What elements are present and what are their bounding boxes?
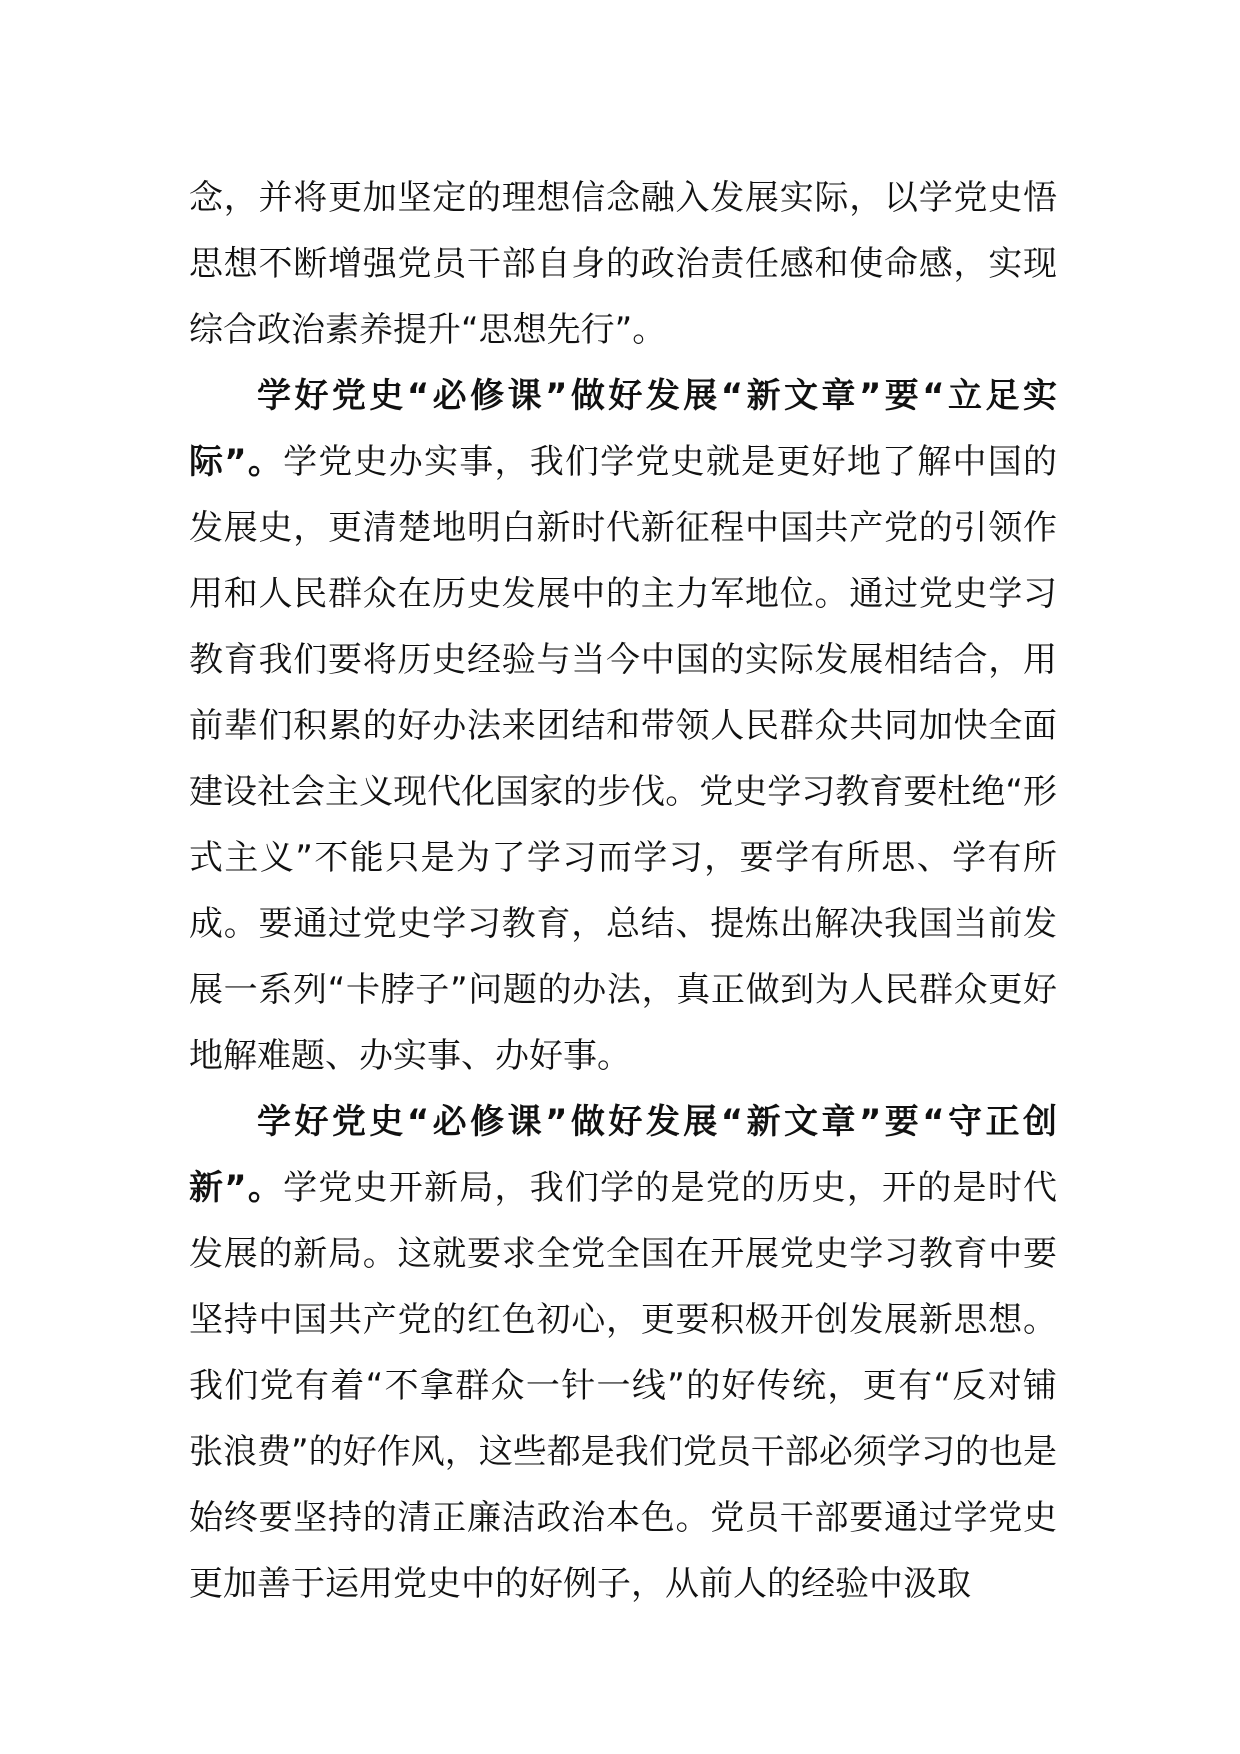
document-body xyxy=(189,165,1057,1617)
paragraph-1-text: 念，并将更加坚定的理想信念融入发展实际，以学党史悟思想不断增强党员干部自身的政治责任感和使命感，实现综合政治素养提升“思想先行”。 xyxy=(189,178,1057,350)
paragraph-2-heading: 学好党史“必修课”做好发展“新文章”要“立足实际”。 xyxy=(189,376,1057,482)
paragraph-3-text: 学党史开新局，我们学的是党的历史，开的是时代发展的新局。这就要求全党全国在开展党史学习教育中要坚持中国共产党的红色初心，更要积极开创发展新思想。我们党有着“不拿群众一针一线”的好传统，更有“反对铺张浪费”的好作风，这些都是我们党员干部必须学习的也是始终要坚持的清正廉洁政治本色。党员干部要通过学党史更加善于运用党史中的好例子，从前人的经验中汲取 xyxy=(189,1168,1057,1604)
paragraph-innovation xyxy=(189,1089,1057,1617)
paragraph-3-heading: 学好党史“必修课”做好发展“新文章”要“守正创新”。 xyxy=(189,1102,1057,1208)
paragraph-stand-on-reality xyxy=(189,363,1057,1089)
paragraph-2-text: 学党史办实事，我们学党史就是更好地了解中国的发展史，更清楚地明白新时代新征程中国共产党的引领作用和人民群众在历史发展中的主力军地位。通过党史学习教育我们要将历史经验与当今中国的实际发展相结合，用前辈们积累的好办法来团结和带领人民群众共同加快全面建设社会主义现代化国家的步伐。党史学习教育要杜绝“形式主义”不能只是为了学习而学习，要学有所思、学有所成。要通过党史学习教育，总结、提炼出解决我国当前发展一系列“卡脖子”问题的办法，真正做到为人民群众更好地解难题、办实事、办好事。 xyxy=(189,442,1057,1076)
paragraph-continuation xyxy=(189,165,1057,363)
